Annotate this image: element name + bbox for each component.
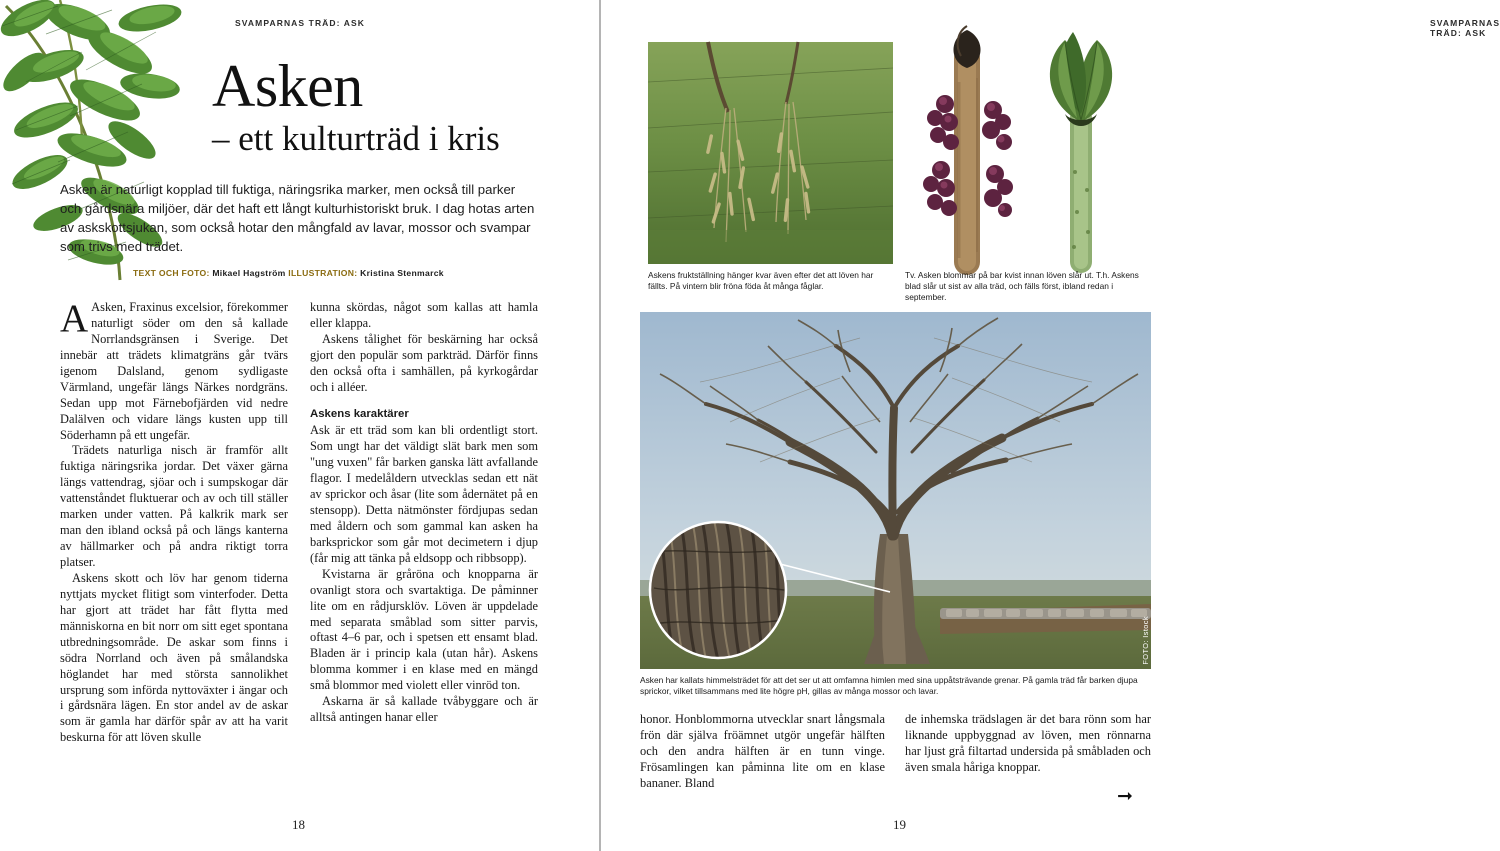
caption-fruit-cluster: Askens fruktställning hänger kvar även efter det att löven har fällts. På vintern blir fröna föda åt många fåglar. bbox=[648, 270, 874, 292]
section-heading: Askens karaktärer bbox=[310, 407, 409, 420]
headline-title: Asken bbox=[212, 53, 363, 119]
continue-arrow-icon: ➞ bbox=[1117, 786, 1133, 807]
paragraph bbox=[60, 297, 288, 443]
page-number-left: 18 bbox=[292, 817, 305, 832]
paragraph: de inhemska trädslagen är det bara rönn som har liknande uppbyggnad av löven, men rönnarna har ljust grå filtartad undersida på småbladen och även smala håriga knoppar. bbox=[905, 712, 1151, 774]
paragraph-text: Asken, Fraxinus excelsior, förekommer naturligt söder om den så kallade Norrlandsgränsen i Sverige. Det innebär att trädets klimatgräns går tvärs igenom Dalsland, genom sydligaste Värmland, ungefär längs Närkes nordgräns. Sedan upp mot Färnebofjärden vid nedre Dalälven och vidare längs kusten upp till Söderhamn på ett ungefär. bbox=[60, 300, 288, 442]
caption-large-tree: Asken har kallats himmelsträdet för att det ser ut att omfamna himlen med sina uppåtsträvande grenar. På gamla träd får barken djupa sprickor, vilket tillsammans med lite högre pH, gillas av många mossor och lavar. bbox=[640, 675, 1138, 697]
page-number-right: 19 bbox=[893, 817, 906, 832]
byline bbox=[133, 268, 553, 278]
article-headline bbox=[212, 53, 582, 158]
paragraph: Askarna är så kallade tvåbyggare och är alltså antingen hanar eller bbox=[310, 694, 538, 725]
caption-flower-and-bud: Tv. Asken blommar på bar kvist innan löven slår ut. T.h. Askens blad slår ut sist av alla träd, och fälls först, ibland redan i september. bbox=[905, 270, 1139, 303]
running-head-left: SVAMPARNAS TRÄD: ASK bbox=[235, 18, 365, 28]
byline-text-label: TEXT OCH FOTO: bbox=[133, 268, 210, 278]
paragraph: Ask är ett träd som kan bli ordentligt stort. Som ungt har det väldigt slät bark men som "ung vuxen" får barken ganska lätt avfallande flagor. I medelåldern utvecklas sedan ett nät av sprickor och åsar (lite som ådernätet på en stensopp). Detta nätmönster fördjupas sedan med åldern och som gammal kan asken ha barksprickor som går mot decimetern i djup (får mig att tänka på eldsopp och ribbsopp). bbox=[310, 423, 538, 565]
drop-cap: A bbox=[60, 297, 89, 340]
photo-credit: FOTO: Istock bbox=[1141, 616, 1150, 665]
body-column-2 bbox=[310, 300, 538, 726]
byline-illustration-label: ILLUSTRATION: bbox=[288, 268, 358, 278]
photo-ash-fruit-cluster bbox=[648, 42, 893, 264]
body-column-1 bbox=[60, 297, 288, 746]
paragraph: Askens skott och löv har genom tiderna nyttjats mycket flitigt som vinterfoder. Detta har gjort att trädet har fått flytta med människorna en bit norr om sitt eget spontana utbredningsområde. De askar som finns i södra Norrland och även på smålandska höglandet har med största sannolikhet ursprung som införda nyttoväxter i ängar och i gårdsnära lägen. En stor andel av de askar som är gamla har därför spår av att ha varit beskurna för att löven skulle bbox=[60, 570, 288, 745]
paragraph: Askens tålighet för beskärning har också gjort den populär som parkträd. Därför finns den också ofta i samhällen, på kyrkogårdar och i alléer. bbox=[310, 331, 538, 394]
headline-subtitle: – ett kulturträd i kris bbox=[212, 119, 500, 158]
byline-illustration-name: Kristina Stenmarck bbox=[360, 268, 444, 278]
page-left bbox=[0, 0, 600, 851]
standfirst: Asken är naturligt kopplad till fuktiga, näringsrika marker, men också till parker och gårdsnära miljöer, där det haft ett långt kulturhistoriskt bruk. I dag hotas arten av askskottsjukan, som också hotar den mångfald av lavar, mossor och svampar som trivs med trädet. bbox=[60, 182, 535, 255]
paragraph: kunna skördas, något som kallas att hamla eller klappa. bbox=[310, 300, 538, 330]
paragraph: Kvistarna är gråröna och knopparna är ovanligt stora och svartaktiga. De påminner lite om en rådjursklöv. Löven är uppdelade med separata småblad som sitter parvis, oftast 4–6 par, och i spetsen ett ensamt blad. Bladen är i princip kala (utan hår). Askens blomma kommer i en klase med en mängd små blommor med violett eller vinröd ton. bbox=[310, 566, 538, 693]
body-column-3 bbox=[640, 712, 885, 792]
illustration-ash-flower-and-bud bbox=[905, 22, 1151, 264]
paragraph: honor. Honblommorna utvecklar snart långsmala frön där själva fröämnet utgör ungefär hälften och den andra hälften är en tunn vinge. Frösamlingen kan påminna lite om en klase bananer. Bland bbox=[640, 712, 885, 790]
byline-text-name: Mikael Hagström bbox=[212, 268, 286, 278]
spread-gutter bbox=[599, 0, 601, 851]
photo-large-ash-tree bbox=[640, 312, 1151, 669]
running-head-right: SVAMPARNAS TRÄD: ASK bbox=[1430, 18, 1500, 38]
body-column-4 bbox=[905, 712, 1151, 776]
paragraph: Trädets naturliga nisch är framför allt fuktiga näringsrika jordar. Det växer gärna längs vattendrag, sjöar och i sumpskogar där vattenståndet fluktuerar och av och till ställer marken under vatten. På kalkrik mark ser man den ibland också på och längs kanterna av hällmarker och på andra riktigt torra platser. bbox=[60, 443, 288, 569]
